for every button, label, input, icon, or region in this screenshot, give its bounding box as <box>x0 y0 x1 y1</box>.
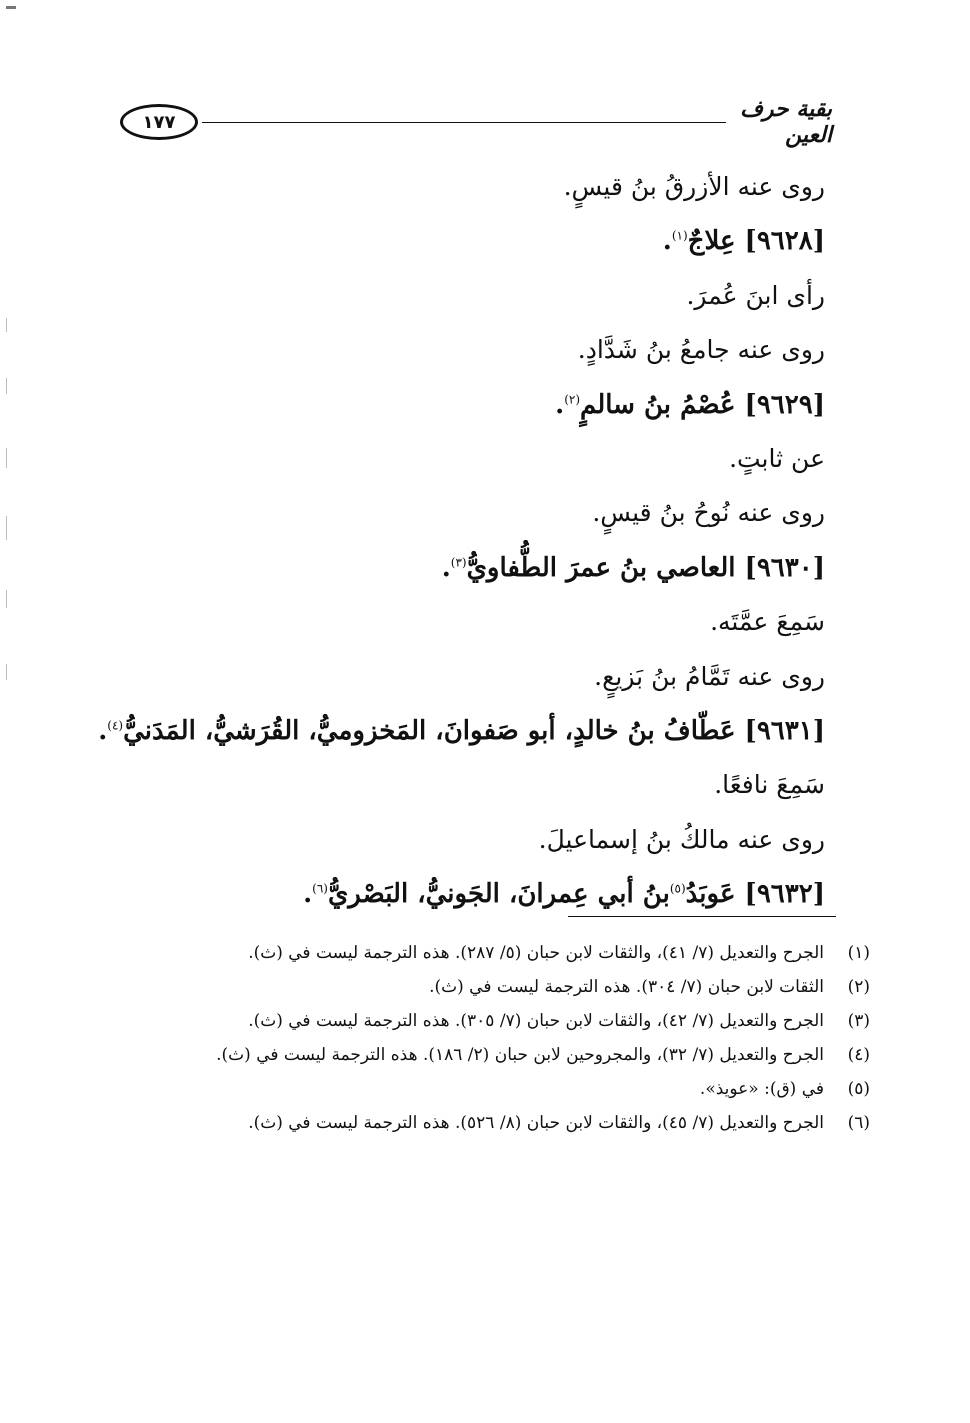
page-header <box>120 96 832 156</box>
scan-edge-mark <box>6 378 7 394</box>
scan-corner-mark <box>6 6 16 9</box>
line-text: [٩٦٣٠] العاصي بنُ عمرَ الطُّفاويُّ <box>466 552 825 583</box>
line-text: [٩٦٣٢] عَوبَدُ <box>685 879 825 910</box>
line-text: روى عنه جامعُ بنُ شَدَّادٍ. <box>577 335 825 365</box>
footnotes <box>130 938 870 1142</box>
line-text: روى عنه الأزرقُ بنُ قيسٍ. <box>563 172 825 201</box>
line-text: [٩٦٢٩] عُصْمُ بنُ سالمٍ <box>580 389 825 420</box>
entry-heading <box>130 541 825 595</box>
text-line <box>130 269 825 323</box>
entry-heading <box>130 214 825 268</box>
page-number: ١٧٧ <box>120 104 198 140</box>
line-punct: . <box>303 879 313 910</box>
running-title: بقية حرف العين <box>740 96 832 148</box>
footnote <box>130 938 870 968</box>
footnote-number: (٤) <box>847 1045 870 1065</box>
line-punct: . <box>441 552 451 583</box>
footnote <box>130 1074 870 1104</box>
entry-heading <box>98 704 825 758</box>
line-text: روى عنه نُوحُ بنُ قيسٍ. <box>592 498 825 528</box>
footnote-ref: (٣) <box>450 555 467 570</box>
footnote <box>130 972 870 1002</box>
line-text: بنُ أبي عِمرانَ، الجَونيُّ، البَصْريُّ <box>327 879 670 910</box>
scan-edge-mark <box>6 516 7 540</box>
text-line <box>130 323 825 377</box>
text-line <box>130 813 825 867</box>
footnote-ref: (٢) <box>564 391 581 406</box>
text-line <box>130 486 825 540</box>
footnote-text: الجرح والتعديل (٧/ ٤٥)، والثقات لابن حبان (٨/ ٥٢٦). هذه الترجمة ليست في (ث). <box>248 1113 824 1133</box>
footnote-number: (٦) <box>847 1113 870 1133</box>
main-text <box>98 160 825 921</box>
scan-edge-mark <box>6 590 7 608</box>
scan-edge-mark <box>6 448 7 468</box>
line-punct: . <box>555 389 565 420</box>
entry-heading <box>130 867 825 921</box>
text-line <box>130 650 825 704</box>
header-rule <box>202 122 726 123</box>
footnote-ref: (٥) <box>669 881 686 896</box>
text-line <box>130 595 825 649</box>
line-text: سَمِعَ نافعًا. <box>714 770 825 800</box>
footnote-number: (٣) <box>847 1011 870 1031</box>
line-text: [٩٦٢٨] عِلاجٌ <box>687 226 825 257</box>
footnote-number: (١) <box>847 943 870 963</box>
footnote-text: الجرح والتعديل (٧/ ٤١)، والثقات لابن حبان (٥/ ٢٨٧). هذه الترجمة ليست في (ث). <box>248 943 824 963</box>
footnote-text: في (ق): «عويذ». <box>699 1079 824 1099</box>
line-text: عن ثابتٍ. <box>729 443 825 473</box>
footnote-ref: (٦) <box>312 881 328 896</box>
footnote-number: (٥) <box>847 1079 870 1099</box>
text-line <box>130 432 825 486</box>
line-text: رأى ابنَ عُمرَ. <box>686 280 825 310</box>
text-line <box>130 758 825 812</box>
scan-edge-mark <box>6 318 7 332</box>
footnote <box>130 1040 870 1070</box>
line-text: روى عنه تَمَّامُ بنُ بَزيعٍ. <box>594 661 825 691</box>
footnote <box>130 1006 870 1036</box>
line-text: [٩٦٣١] عَطّافُ بنُ خالدٍ، أبو صَفوانَ، المَخزوميُّ، القُرَشيُّ، المَدَنيُّ <box>123 715 825 746</box>
scan-edge-mark <box>6 664 7 680</box>
line-text: سَمِعَ عمَّتَه. <box>710 607 825 637</box>
footnote-ref: (١) <box>671 228 688 243</box>
footnote-number: (٢) <box>847 977 870 997</box>
line-text: روى عنه مالكُ بنُ إسماعيلَ. <box>538 824 825 854</box>
line-punct: . <box>662 226 672 257</box>
line-punct: . <box>98 715 108 746</box>
footnote-text: الجرح والتعديل (٧/ ٣٢)، والمجروحين لابن حبان (٢/ ١٨٦). هذه الترجمة ليست في (ث). <box>216 1045 824 1065</box>
entry-heading <box>130 378 825 432</box>
footnote-ref: (٤) <box>107 718 124 733</box>
text-line <box>130 160 825 214</box>
footnote-text: الجرح والتعديل (٧/ ٤٢)، والثقات لابن حبان (٧/ ٣٠٥). هذه الترجمة ليست في (ث). <box>248 1011 824 1031</box>
footnote-text: الثقات لابن حبان (٧/ ٣٠٤). هذه الترجمة ليست في (ث). <box>429 977 824 997</box>
footnote-separator <box>568 916 836 917</box>
footnote <box>130 1108 870 1138</box>
